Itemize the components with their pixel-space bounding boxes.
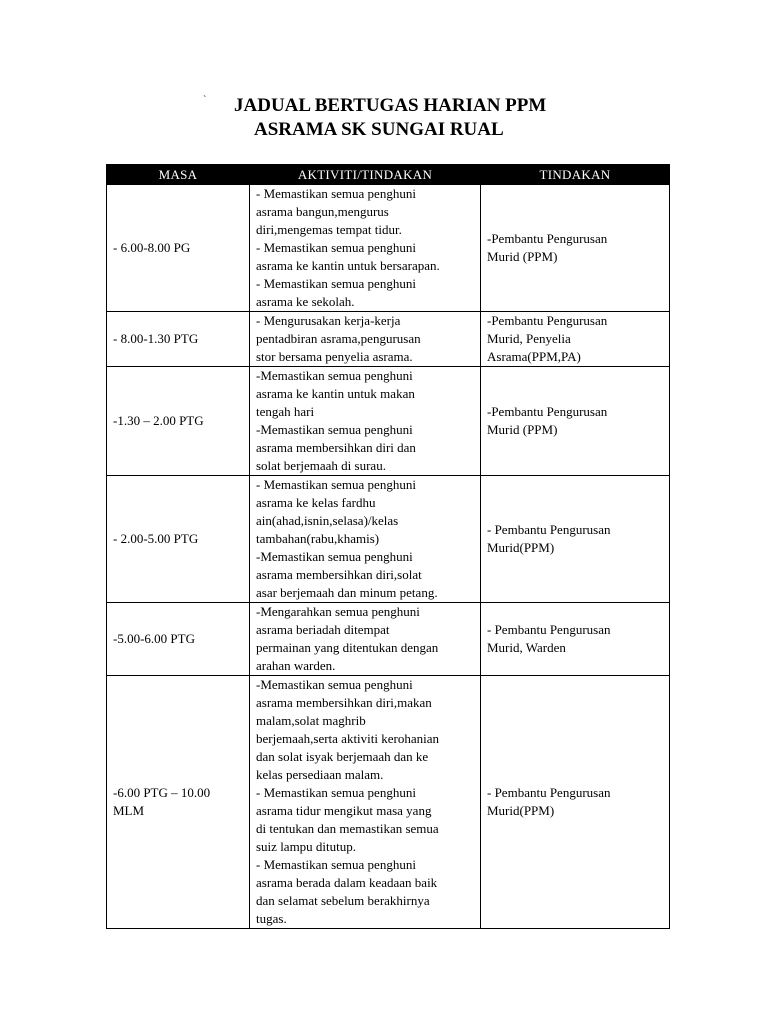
header-masa: MASA: [107, 165, 250, 185]
tindakan-line: Murid, Penyelia: [487, 331, 571, 346]
aktiviti-line: - Memastikan semua penghuni: [256, 477, 416, 492]
masa-text: -5.00-6.00 PTG: [113, 631, 195, 646]
tindakan-line: Murid (PPM): [487, 422, 558, 437]
aktiviti-line: asrama ke kantin untuk makan: [256, 386, 415, 401]
masa-cell: [107, 476, 250, 603]
tindakan-line: Murid(PPM): [487, 540, 555, 555]
aktiviti-line: malam,solat maghrib: [256, 713, 366, 728]
tindakan-line: -Pembantu Pengurusan: [487, 231, 608, 246]
header-tindakan: TINDAKAN: [481, 165, 670, 185]
aktiviti-cell: [250, 367, 481, 476]
aktiviti-line: ain(ahad,isnin,selasa)/kelas: [256, 513, 399, 528]
aktiviti-line: kelas persediaan malam.: [256, 767, 384, 782]
aktiviti-line: asrama tidur mengikut masa yang: [256, 803, 432, 818]
table-row: [107, 603, 670, 676]
tindakan-cell: [481, 312, 670, 367]
table-row: [107, 367, 670, 476]
masa-cell: [107, 676, 250, 929]
header-aktiviti: AKTIVITI/TINDAKAN: [250, 165, 481, 185]
aktiviti-line: dan selamat sebelum berakhirnya: [256, 893, 430, 908]
tindakan-cell: [481, 603, 670, 676]
masa-text: - 2.00-5.00 PTG: [113, 531, 199, 546]
aktiviti-line: -Memastikan semua penghuni: [256, 549, 413, 564]
aktiviti-line: asrama ke sekolah.: [256, 294, 355, 309]
aktiviti-line: -Memastikan semua penghuni: [256, 422, 413, 437]
aktiviti-line: asrama ke kelas fardhu: [256, 495, 376, 510]
aktiviti-line: - Memastikan semua penghuni: [256, 785, 416, 800]
aktiviti-line: permainan yang ditentukan dengan: [256, 640, 439, 655]
masa-cell: [107, 367, 250, 476]
masa-cell: [107, 312, 250, 367]
aktiviti-line: -Memastikan semua penghuni: [256, 368, 413, 383]
tindakan-line: Murid, Warden: [487, 640, 566, 655]
aktiviti-line: - Memastikan semua penghuni: [256, 186, 416, 201]
tindakan-line: -Pembantu Pengurusan: [487, 313, 608, 328]
tindakan-line: - Pembantu Pengurusan: [487, 522, 611, 537]
tindakan-line: -Pembantu Pengurusan: [487, 404, 608, 419]
table-row: [107, 185, 670, 312]
tindakan-line: - Pembantu Pengurusan: [487, 785, 611, 800]
aktiviti-line: solat berjemaah di surau.: [256, 458, 386, 473]
masa-text: - 6.00-8.00 PG: [113, 240, 191, 255]
aktiviti-line: pentadbiran asrama,pengurusan: [256, 331, 421, 346]
aktiviti-line: stor bersama penyelia asrama.: [256, 349, 413, 364]
aktiviti-cell: [250, 676, 481, 929]
tindakan-cell: [481, 185, 670, 312]
aktiviti-cell: [250, 185, 481, 312]
masa-cell: [107, 185, 250, 312]
aktiviti-line: tambahan(rabu,khamis): [256, 531, 380, 546]
aktiviti-line: - Memastikan semua penghuni: [256, 276, 416, 291]
aktiviti-line: asrama membersihkan diri,solat: [256, 567, 422, 582]
aktiviti-cell: [250, 476, 481, 603]
aktiviti-cell: [250, 603, 481, 676]
aktiviti-line: - Memastikan semua penghuni: [256, 240, 416, 255]
aktiviti-cell: [250, 312, 481, 367]
stray-mark: `: [203, 95, 207, 106]
masa-cell: [107, 603, 250, 676]
aktiviti-line: asrama bangun,mengurus: [256, 204, 389, 219]
title-line-2: ASRAMA SK SUNGAI RUAL: [254, 119, 504, 140]
tindakan-line: Asrama(PPM,PA): [487, 349, 581, 364]
aktiviti-line: arahan warden.: [256, 658, 336, 673]
title-line-1: JADUAL BERTUGAS HARIAN PPM: [234, 95, 547, 116]
aktiviti-line: - Memastikan semua penghuni: [256, 857, 416, 872]
masa-text: MLM: [113, 803, 145, 818]
aktiviti-line: asrama membersihkan diri,makan: [256, 695, 432, 710]
table-header-row: [107, 165, 670, 185]
table-row: [107, 476, 670, 603]
duty-schedule-table: [106, 164, 670, 929]
aktiviti-line: asrama beriadah ditempat: [256, 622, 390, 637]
masa-text: -6.00 PTG – 10.00: [113, 785, 211, 800]
aktiviti-line: suiz lampu ditutup.: [256, 839, 357, 854]
tindakan-cell: [481, 676, 670, 929]
aktiviti-line: -Mengarahkan semua penghuni: [256, 604, 420, 619]
tindakan-line: - Pembantu Pengurusan: [487, 622, 611, 637]
aktiviti-line: - Mengurusakan kerja-kerja: [256, 313, 401, 328]
tindakan-line: Murid(PPM): [487, 803, 555, 818]
aktiviti-line: asrama ke kantin untuk bersarapan.: [256, 258, 440, 273]
tindakan-cell: [481, 476, 670, 603]
aktiviti-line: dan solat isyak berjemaah dan ke: [256, 749, 429, 764]
aktiviti-line: -Memastikan semua penghuni: [256, 677, 413, 692]
aktiviti-line: di tentukan dan memastikan semua: [256, 821, 439, 836]
aktiviti-line: diri,mengemas tempat tidur.: [256, 222, 402, 237]
aktiviti-line: asrama berada dalam keadaan baik: [256, 875, 438, 890]
masa-text: - 8.00-1.30 PTG: [113, 331, 199, 346]
aktiviti-line: tugas.: [256, 911, 287, 926]
masa-text: -1.30 – 2.00 PTG: [113, 413, 204, 428]
aktiviti-line: berjemaah,serta aktiviti kerohanian: [256, 731, 440, 746]
table-row: [107, 676, 670, 929]
tindakan-line: Murid (PPM): [487, 249, 558, 264]
tindakan-cell: [481, 367, 670, 476]
aktiviti-line: tengah hari: [256, 404, 315, 419]
aktiviti-line: asrama membersihkan diri dan: [256, 440, 416, 455]
table-row: [107, 312, 670, 367]
aktiviti-line: asar berjemaah dan minum petang.: [256, 585, 438, 600]
